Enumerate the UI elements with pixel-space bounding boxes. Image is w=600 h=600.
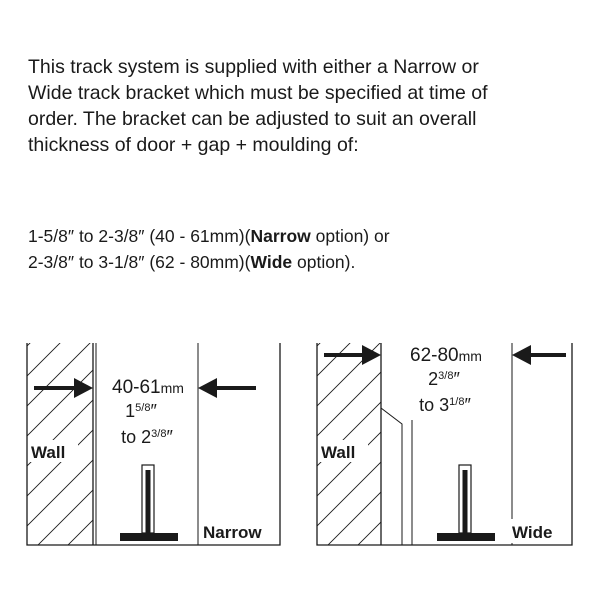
wide-left-arrow [324, 345, 381, 365]
range-text: option) or [310, 226, 390, 246]
narrow-wall-hatch [0, 253, 120, 600]
narrow-wall-label: Wall [31, 443, 66, 462]
range-text: option). [292, 252, 356, 272]
wide-inch-max: to $3^{1/8}''$ [419, 395, 471, 415]
intro-line: thickness of door + gap + moulding of: [28, 134, 359, 156]
wide-inch-min: $2^{3/8}''$ [428, 369, 460, 389]
intro-line: order. The bracket can be adjusted to suit an overall [28, 108, 477, 130]
wide-moulding [381, 408, 402, 545]
range-option-name: Wide [250, 252, 293, 272]
wide-wall-hatch [290, 253, 410, 600]
wide-diagram [290, 253, 572, 600]
narrow-diagram [0, 253, 280, 600]
narrow-option-label: Narrow [203, 523, 262, 542]
wide-mm-label: 62-80mm [410, 345, 482, 366]
narrow-bracket-stem [146, 470, 151, 533]
wide-wall-label: Wall [321, 443, 356, 462]
range-text: 2-3/8″ to 3-1/8″ (62 - 80mm)( [28, 252, 251, 272]
narrow-left-arrow [34, 378, 93, 398]
wide-option-label: Wide [512, 523, 553, 542]
range-option-name: Narrow [250, 226, 311, 246]
range-text: 1-5/8″ to 2-3/8″ (40 - 61mm)( [28, 226, 251, 246]
intro-line: Wide track bracket which must be specified at time of [28, 82, 488, 104]
narrow-mm-label: 40-61mm [112, 377, 184, 398]
narrow-inch-min: $1^{5/8}''$ [125, 401, 157, 421]
wide-bracket-base [437, 533, 495, 541]
narrow-inch-max: to $2^{3/8}''$ [121, 427, 173, 447]
narrow-bracket-base [120, 533, 178, 541]
wide-bracket-stem [463, 470, 468, 533]
narrow-right-arrow [198, 378, 256, 398]
intro-line: This track system is supplied with either a Narrow or [28, 56, 479, 78]
wide-right-arrow [512, 345, 566, 365]
